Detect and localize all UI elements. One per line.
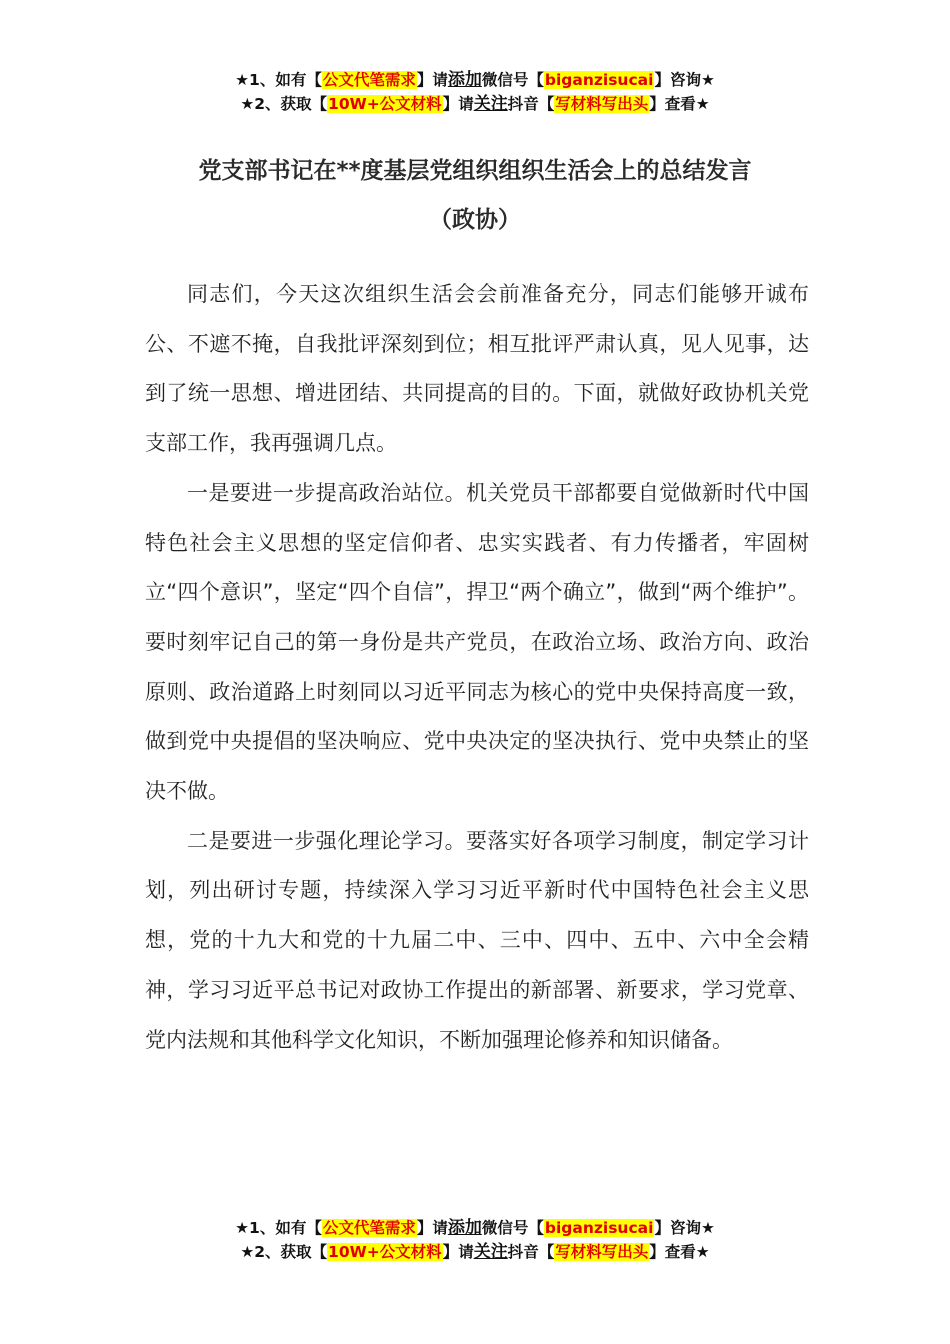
- promo-line-2: ★2、获取【10W+公文材料】请关注抖音【写材料写出头】查看★: [240, 94, 710, 114]
- highlight-douyin: 写材料写出头: [555, 1243, 649, 1261]
- follow-text: 关注: [473, 94, 508, 114]
- add-text: 添加: [447, 1218, 482, 1238]
- highlight-material: 10W+公文材料: [328, 1243, 442, 1261]
- highlight-douyin: 写材料写出头: [555, 95, 649, 113]
- document-subtitle: （政协）: [429, 207, 521, 233]
- promo-line-1: ★1、如有【公文代笔需求】请添加微信号【biganzisucai】咨询★: [235, 70, 715, 90]
- promo-line-1: ★1、如有【公文代笔需求】请添加微信号【biganzisucai】咨询★: [235, 1218, 715, 1238]
- highlight-material: 10W+公文材料: [328, 95, 442, 113]
- paragraph-1: 同志们，今天这次组织生活会会前准备充分，同志们能够开诚布公、不遮不掩，自我批评深刻到位；相互批评严肃认真，见人见事，达到了统一思想、增进团结、共同提高的目的。下面，就做好政协机关党支部工作，我再强调几点。: [145, 282, 809, 456]
- promo-line-2: ★2、获取【10W+公文材料】请关注抖音【写材料写出头】查看★: [240, 1242, 710, 1262]
- highlight-need: 公文代笔需求: [322, 71, 416, 89]
- highlight-need: 公文代笔需求: [322, 1219, 416, 1237]
- paragraph-3: 二是要进一步强化理论学习。要落实好各项学习制度，制定学习计划，列出研讨专题，持续深入学习习近平新时代中国特色社会主义思想，党的十九大和党的十九届二中、三中、四中、五中、六中全会精神，学习习近平总书记对政协工作提出的新部署、新要求，学习党章、党内法规和其他科学文化知识，不断加强理论修养和知识储备。: [145, 828, 809, 1052]
- document-title: 党支部书记在**度基层党组织组织生活会上的总结发言: [198, 158, 752, 184]
- document-body: [145, 270, 809, 1065]
- footer-promo: [0, 1216, 950, 1264]
- highlight-wechat: biganzisucai: [544, 1219, 654, 1237]
- highlight-wechat: biganzisucai: [544, 71, 654, 89]
- paragraph-2: 一是要进一步提高政治站位。机关党员干部都要自觉做新时代中国特色社会主义思想的坚定信仰者、忠实实践者、有力传播者，牢固树立“四个意识”，坚定“四个自信”，捍卫“两个确立”，做到“两个维护”。要时刻牢记自己的第一身份是共产党员，在政治立场、政治方向、政治原则、政治道路上时刻同以习近平同志为核心的党中央保持高度一致，做到党中央提倡的坚决响应、党中央决定的坚决执行、党中央禁止的坚决不做。: [145, 480, 809, 804]
- follow-text: 关注: [473, 1242, 508, 1262]
- header-promo: [0, 68, 950, 116]
- add-text: 添加: [447, 70, 482, 90]
